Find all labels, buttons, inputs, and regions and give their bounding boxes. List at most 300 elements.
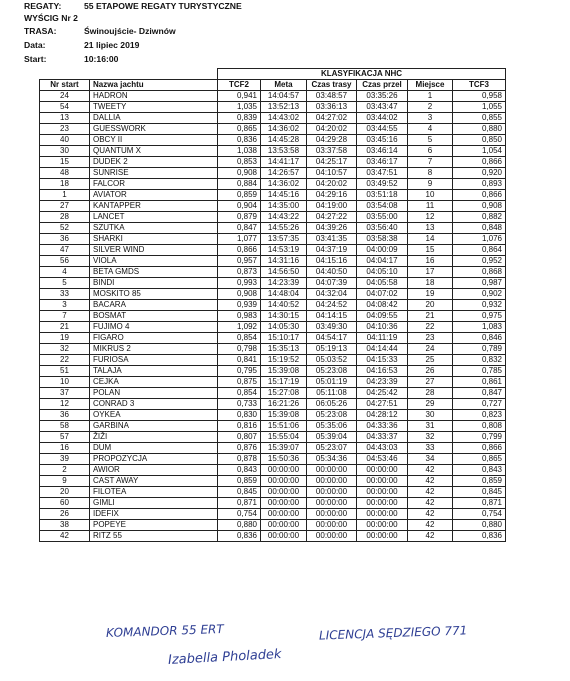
cell-czas-trasy: 04:25:17 [307, 157, 357, 168]
cell-tcf3: 0,868 [453, 267, 506, 278]
cell-miejsce: 31 [408, 421, 453, 432]
cell-czas-trasy: 04:27:22 [307, 212, 357, 223]
cell-yacht-name: GARBINA [90, 421, 218, 432]
cell-tcf3: 0,864 [453, 245, 506, 256]
table-row [40, 135, 506, 146]
cell-miejsce: 11 [408, 201, 453, 212]
table-row [40, 498, 506, 509]
cell-czas-przel: 03:43:47 [357, 102, 408, 113]
cell-yacht-name: FALCOR [90, 179, 218, 190]
cell-yacht-name: TALAJA [90, 366, 218, 377]
cell-meta: 13:53:58 [261, 146, 307, 157]
cell-tcf3: 0,866 [453, 443, 506, 454]
cell-czas-przel: 04:14:44 [357, 344, 408, 355]
cell-yacht-name: BETA GMDS [90, 267, 218, 278]
cell-miejsce: 1 [408, 91, 453, 102]
cell-yacht-name: DUM [90, 443, 218, 454]
cell-tcf2: 0,983 [218, 311, 261, 322]
cell-czas-trasy: 05:35:06 [307, 421, 357, 432]
cell-meta: 16:21:26 [261, 399, 307, 410]
cell-czas-trasy: 04:54:17 [307, 333, 357, 344]
start-label: Start: [24, 54, 47, 64]
cell-czas-trasy: 04:24:52 [307, 300, 357, 311]
cell-czas-przel: 03:35:26 [357, 91, 408, 102]
cell-nr-start: 4 [40, 267, 90, 278]
cell-meta: 15:17:19 [261, 377, 307, 388]
cell-nr-start: 28 [40, 212, 90, 223]
cell-meta: 15:39:08 [261, 410, 307, 421]
cell-nr-start: 38 [40, 520, 90, 531]
cell-tcf2: 0,841 [218, 355, 261, 366]
group-header-row [40, 69, 506, 80]
cell-nr-start: 58 [40, 421, 90, 432]
cell-czas-trasy: 05:23:08 [307, 410, 357, 421]
cell-czas-przel: 03:46:14 [357, 146, 408, 157]
cell-czas-trasy: 03:41:35 [307, 234, 357, 245]
cell-tcf2: 0,941 [218, 91, 261, 102]
cell-miejsce: 22 [408, 322, 453, 333]
cell-yacht-name: KANTAPPER [90, 201, 218, 212]
cell-nr-start: 20 [40, 487, 90, 498]
cell-tcf2: 0,853 [218, 157, 261, 168]
cell-tcf3: 0,932 [453, 300, 506, 311]
cell-tcf3: 0,920 [453, 168, 506, 179]
cell-nr-start: 5 [40, 278, 90, 289]
table-row [40, 201, 506, 212]
cell-nr-start: 12 [40, 399, 90, 410]
table-row [40, 509, 506, 520]
cell-nr-start: 37 [40, 388, 90, 399]
cell-czas-trasy: 04:37:19 [307, 245, 357, 256]
cell-miejsce: 12 [408, 212, 453, 223]
cell-nr-start: 56 [40, 256, 90, 267]
cell-meta: 13:52:13 [261, 102, 307, 113]
cell-tcf2: 0,859 [218, 476, 261, 487]
cell-meta: 15:51:06 [261, 421, 307, 432]
cell-tcf2: 0,733 [218, 399, 261, 410]
cell-yacht-name: CAST AWAY [90, 476, 218, 487]
cell-miejsce: 42 [408, 487, 453, 498]
cell-czas-trasy: 04:40:50 [307, 267, 357, 278]
table-row [40, 146, 506, 157]
table-row [40, 454, 506, 465]
cell-miejsce: 8 [408, 168, 453, 179]
race-number: WYŚCIG Nr 2 [24, 13, 78, 23]
cell-czas-trasy: 05:34:36 [307, 454, 357, 465]
cell-czas-przel: 04:28:12 [357, 410, 408, 421]
start-line [24, 54, 118, 64]
cell-miejsce: 6 [408, 146, 453, 157]
cell-tcf3: 0,832 [453, 355, 506, 366]
cell-meta: 14:05:30 [261, 322, 307, 333]
cell-czas-przel: 03:55:00 [357, 212, 408, 223]
cell-tcf2: 0,908 [218, 168, 261, 179]
classification-title: KLASYFIKACJA NHC [218, 69, 506, 80]
cell-czas-trasy: 05:01:19 [307, 377, 357, 388]
cell-tcf2: 0,847 [218, 223, 261, 234]
cell-czas-trasy: 05:39:04 [307, 432, 357, 443]
cell-miejsce: 9 [408, 179, 453, 190]
cell-tcf2: 0,836 [218, 135, 261, 146]
cell-nr-start: 42 [40, 531, 90, 542]
cell-meta: 00:00:00 [261, 476, 307, 487]
cell-miejsce: 10 [408, 190, 453, 201]
cell-miejsce: 30 [408, 410, 453, 421]
cell-yacht-name: QUANTUM X [90, 146, 218, 157]
cell-yacht-name: GUESSWORK [90, 124, 218, 135]
cell-meta: 00:00:00 [261, 487, 307, 498]
cell-tcf3: 0,952 [453, 256, 506, 267]
cell-nr-start: 30 [40, 146, 90, 157]
cell-miejsce: 42 [408, 531, 453, 542]
col-nazwa-jachtu: Nazwa jachtu [90, 80, 218, 91]
cell-meta: 14:48:04 [261, 289, 307, 300]
cell-miejsce: 13 [408, 223, 453, 234]
cell-tcf2: 0,878 [218, 454, 261, 465]
regaty-line [24, 1, 242, 11]
cell-tcf3: 0,789 [453, 344, 506, 355]
cell-tcf3: 0,785 [453, 366, 506, 377]
cell-czas-przel: 04:25:42 [357, 388, 408, 399]
cell-tcf2: 1,092 [218, 322, 261, 333]
cell-tcf3: 0,843 [453, 465, 506, 476]
cell-czas-trasy: 06:05:26 [307, 399, 357, 410]
cell-yacht-name: SHARKI [90, 234, 218, 245]
table-row [40, 223, 506, 234]
cell-yacht-name: AVIATOR [90, 190, 218, 201]
signature-komandor: KOMANDOR 55 ERT [105, 621, 224, 641]
cell-miejsce: 20 [408, 300, 453, 311]
table-row [40, 168, 506, 179]
cell-tcf3: 1,076 [453, 234, 506, 245]
cell-nr-start: 2 [40, 465, 90, 476]
cell-tcf2: 0,845 [218, 487, 261, 498]
cell-miejsce: 42 [408, 520, 453, 531]
cell-meta: 14:30:15 [261, 311, 307, 322]
table-row [40, 399, 506, 410]
cell-meta: 00:00:00 [261, 520, 307, 531]
cell-meta: 14:36:02 [261, 179, 307, 190]
column-header-row [40, 80, 506, 91]
cell-czas-przel: 04:05:58 [357, 278, 408, 289]
cell-yacht-name: BOSMAT [90, 311, 218, 322]
cell-czas-przel: 03:51:18 [357, 190, 408, 201]
cell-nr-start: 51 [40, 366, 90, 377]
cell-tcf2: 0,859 [218, 190, 261, 201]
cell-czas-przel: 04:53:46 [357, 454, 408, 465]
cell-meta: 14:43:22 [261, 212, 307, 223]
cell-czas-trasy: 04:15:16 [307, 256, 357, 267]
col-tcf3: TCF3 [453, 80, 506, 91]
cell-yacht-name: OYKEA [90, 410, 218, 421]
cell-czas-trasy: 04:10:57 [307, 168, 357, 179]
table-row [40, 421, 506, 432]
cell-czas-przel: 03:46:17 [357, 157, 408, 168]
cell-meta: 14:55:26 [261, 223, 307, 234]
cell-tcf3: 0,847 [453, 388, 506, 399]
cell-yacht-name: PROPOZYCJA [90, 454, 218, 465]
cell-tcf2: 0,854 [218, 333, 261, 344]
cell-miejsce: 23 [408, 333, 453, 344]
date-label: Data: [24, 40, 46, 50]
cell-tcf3: 0,871 [453, 498, 506, 509]
cell-tcf2: 0,807 [218, 432, 261, 443]
cell-meta: 14:41:17 [261, 157, 307, 168]
cell-miejsce: 7 [408, 157, 453, 168]
cell-czas-przel: 04:27:51 [357, 399, 408, 410]
cell-tcf2: 0,836 [218, 531, 261, 542]
cell-meta: 14:43:02 [261, 113, 307, 124]
cell-tcf2: 0,830 [218, 410, 261, 421]
table-row [40, 366, 506, 377]
cell-miejsce: 19 [408, 289, 453, 300]
cell-yacht-name: LANCET [90, 212, 218, 223]
cell-miejsce: 4 [408, 124, 453, 135]
cell-yacht-name: AWIOR [90, 465, 218, 476]
cell-czas-trasy: 00:00:00 [307, 498, 357, 509]
cell-tcf2: 0,816 [218, 421, 261, 432]
cell-czas-przel: 03:56:40 [357, 223, 408, 234]
cell-czas-trasy: 04:27:02 [307, 113, 357, 124]
table-row [40, 311, 506, 322]
cell-tcf2: 0,754 [218, 509, 261, 520]
cell-nr-start: 52 [40, 223, 90, 234]
cell-czas-przel: 00:00:00 [357, 531, 408, 542]
cell-meta: 13:57:35 [261, 234, 307, 245]
cell-miejsce: 14 [408, 234, 453, 245]
cell-nr-start: 9 [40, 476, 90, 487]
cell-tcf2: 0,854 [218, 388, 261, 399]
table-row [40, 432, 506, 443]
cell-nr-start: 54 [40, 102, 90, 113]
cell-nr-start: 32 [40, 344, 90, 355]
trasa-label: TRASA: [24, 26, 57, 36]
col-meta: Meta [261, 80, 307, 91]
cell-meta: 14:53:19 [261, 245, 307, 256]
cell-miejsce: 2 [408, 102, 453, 113]
col-czas-przel: Czas przel [357, 80, 408, 91]
table-row [40, 124, 506, 135]
cell-yacht-name: MIKRUS 2 [90, 344, 218, 355]
table-row [40, 190, 506, 201]
cell-tcf3: 0,880 [453, 520, 506, 531]
cell-tcf2: 0,880 [218, 520, 261, 531]
cell-tcf3: 0,882 [453, 212, 506, 223]
cell-miejsce: 18 [408, 278, 453, 289]
cell-yacht-name: SILVER WIND [90, 245, 218, 256]
cell-czas-trasy: 03:49:30 [307, 322, 357, 333]
cell-meta: 14:56:50 [261, 267, 307, 278]
table-row [40, 465, 506, 476]
cell-czas-trasy: 05:11:08 [307, 388, 357, 399]
cell-nr-start: 24 [40, 91, 90, 102]
cell-czas-trasy: 04:32:04 [307, 289, 357, 300]
cell-nr-start: 21 [40, 322, 90, 333]
cell-tcf2: 0,866 [218, 245, 261, 256]
cell-miejsce: 29 [408, 399, 453, 410]
cell-czas-przel: 00:00:00 [357, 498, 408, 509]
cell-yacht-name: BACARA [90, 300, 218, 311]
cell-czas-trasy: 04:07:39 [307, 278, 357, 289]
cell-nr-start: 18 [40, 179, 90, 190]
start-value: 10:16:00 [84, 54, 119, 64]
cell-meta: 14:40:52 [261, 300, 307, 311]
cell-miejsce: 24 [408, 344, 453, 355]
cell-czas-przel: 04:15:33 [357, 355, 408, 366]
cell-czas-przel: 04:04:17 [357, 256, 408, 267]
cell-meta: 14:04:57 [261, 91, 307, 102]
cell-nr-start: 47 [40, 245, 90, 256]
cell-tcf3: 0,727 [453, 399, 506, 410]
table-row [40, 278, 506, 289]
cell-yacht-name: TWEETY [90, 102, 218, 113]
cell-tcf3: 0,880 [453, 124, 506, 135]
cell-nr-start: 23 [40, 124, 90, 135]
cell-meta: 00:00:00 [261, 498, 307, 509]
cell-meta: 15:39:07 [261, 443, 307, 454]
table-row [40, 157, 506, 168]
table-row [40, 234, 506, 245]
cell-czas-trasy: 05:03:52 [307, 355, 357, 366]
cell-tcf3: 0,908 [453, 201, 506, 212]
cell-tcf2: 1,035 [218, 102, 261, 113]
cell-czas-trasy: 04:20:02 [307, 124, 357, 135]
cell-nr-start: 57 [40, 432, 90, 443]
results-body [40, 91, 506, 542]
trasa-value: Świnoujście- Dziwnów [84, 26, 176, 36]
table-row [40, 487, 506, 498]
cell-czas-trasy: 04:20:02 [307, 179, 357, 190]
cell-tcf3: 0,865 [453, 454, 506, 465]
cell-miejsce: 32 [408, 432, 453, 443]
signature-handwritten: Izabella Pholadek [167, 647, 282, 668]
col-czas-trasy: Czas trasy [307, 80, 357, 91]
cell-meta: 14:35:00 [261, 201, 307, 212]
cell-yacht-name: IDEFIX [90, 509, 218, 520]
cell-czas-trasy: 00:00:00 [307, 476, 357, 487]
col-nr-start: Nr start [40, 80, 90, 91]
cell-nr-start: 33 [40, 289, 90, 300]
cell-czas-przel: 03:45:16 [357, 135, 408, 146]
cell-meta: 00:00:00 [261, 531, 307, 542]
cell-czas-trasy: 05:19:13 [307, 344, 357, 355]
cell-yacht-name: OBCY II [90, 135, 218, 146]
cell-czas-przel: 00:00:00 [357, 509, 408, 520]
cell-meta: 00:00:00 [261, 509, 307, 520]
cell-tcf2: 0,873 [218, 267, 261, 278]
cell-czas-przel: 00:00:00 [357, 465, 408, 476]
cell-tcf3: 0,902 [453, 289, 506, 300]
col-tcf2: TCF2 [218, 80, 261, 91]
regaty-label: REGATY: [24, 1, 62, 11]
cell-nr-start: 16 [40, 443, 90, 454]
cell-miejsce: 42 [408, 465, 453, 476]
cell-czas-trasy: 03:36:13 [307, 102, 357, 113]
cell-meta: 00:00:00 [261, 465, 307, 476]
cell-czas-przel: 04:08:42 [357, 300, 408, 311]
cell-yacht-name: CEJKA [90, 377, 218, 388]
signature-licencja: LICENCJA SĘDZIEGO 771 [318, 623, 468, 643]
cell-czas-przel: 03:58:38 [357, 234, 408, 245]
table-row [40, 531, 506, 542]
cell-nr-start: 36 [40, 410, 90, 421]
cell-czas-przel: 04:07:02 [357, 289, 408, 300]
cell-czas-przel: 04:33:36 [357, 421, 408, 432]
cell-tcf3: 0,845 [453, 487, 506, 498]
cell-miejsce: 25 [408, 355, 453, 366]
table-row [40, 179, 506, 190]
table-row [40, 333, 506, 344]
cell-nr-start: 13 [40, 113, 90, 124]
cell-tcf3: 0,861 [453, 377, 506, 388]
cell-tcf2: 0,993 [218, 278, 261, 289]
cell-yacht-name: RITZ 55 [90, 531, 218, 542]
cell-meta: 14:23:39 [261, 278, 307, 289]
cell-tcf3: 0,846 [453, 333, 506, 344]
table-row [40, 245, 506, 256]
cell-yacht-name: GIMLI [90, 498, 218, 509]
cell-meta: 14:45:28 [261, 135, 307, 146]
cell-tcf3: 1,055 [453, 102, 506, 113]
cell-nr-start: 26 [40, 509, 90, 520]
regaty-value: 55 ETAPOWE REGATY TURYSTYCZNE [84, 1, 242, 11]
cell-yacht-name: SZUTKA [90, 223, 218, 234]
cell-yacht-name: FILOTEA [90, 487, 218, 498]
cell-tcf2: 0,875 [218, 377, 261, 388]
table-row [40, 377, 506, 388]
cell-tcf3: 0,987 [453, 278, 506, 289]
cell-miejsce: 33 [408, 443, 453, 454]
cell-czas-trasy: 04:14:15 [307, 311, 357, 322]
cell-meta: 14:36:02 [261, 124, 307, 135]
cell-tcf2: 0,871 [218, 498, 261, 509]
cell-miejsce: 21 [408, 311, 453, 322]
cell-czas-przel: 03:47:51 [357, 168, 408, 179]
cell-meta: 15:19:52 [261, 355, 307, 366]
cell-tcf2: 0,876 [218, 443, 261, 454]
cell-tcf2: 0,795 [218, 366, 261, 377]
cell-tcf3: 0,855 [453, 113, 506, 124]
cell-czas-trasy: 05:23:08 [307, 366, 357, 377]
cell-tcf3: 0,975 [453, 311, 506, 322]
cell-yacht-name: HADRON [90, 91, 218, 102]
cell-nr-start: 7 [40, 311, 90, 322]
table-row [40, 300, 506, 311]
cell-miejsce: 27 [408, 377, 453, 388]
cell-czas-przel: 04:09:55 [357, 311, 408, 322]
cell-nr-start: 10 [40, 377, 90, 388]
cell-tcf3: 0,958 [453, 91, 506, 102]
table-row [40, 476, 506, 487]
table-row [40, 443, 506, 454]
cell-meta: 14:45:16 [261, 190, 307, 201]
cell-tcf3: 0,850 [453, 135, 506, 146]
table-row [40, 113, 506, 124]
cell-tcf3: 0,836 [453, 531, 506, 542]
cell-meta: 15:55:04 [261, 432, 307, 443]
cell-czas-trasy: 05:23:07 [307, 443, 357, 454]
cell-miejsce: 17 [408, 267, 453, 278]
cell-tcf2: 0,908 [218, 289, 261, 300]
cell-czas-trasy: 04:19:00 [307, 201, 357, 212]
cell-yacht-name: FURIOSA [90, 355, 218, 366]
cell-czas-przel: 04:10:36 [357, 322, 408, 333]
cell-czas-trasy: 04:29:16 [307, 190, 357, 201]
cell-tcf2: 0,879 [218, 212, 261, 223]
cell-miejsce: 42 [408, 498, 453, 509]
cell-miejsce: 5 [408, 135, 453, 146]
cell-miejsce: 3 [408, 113, 453, 124]
